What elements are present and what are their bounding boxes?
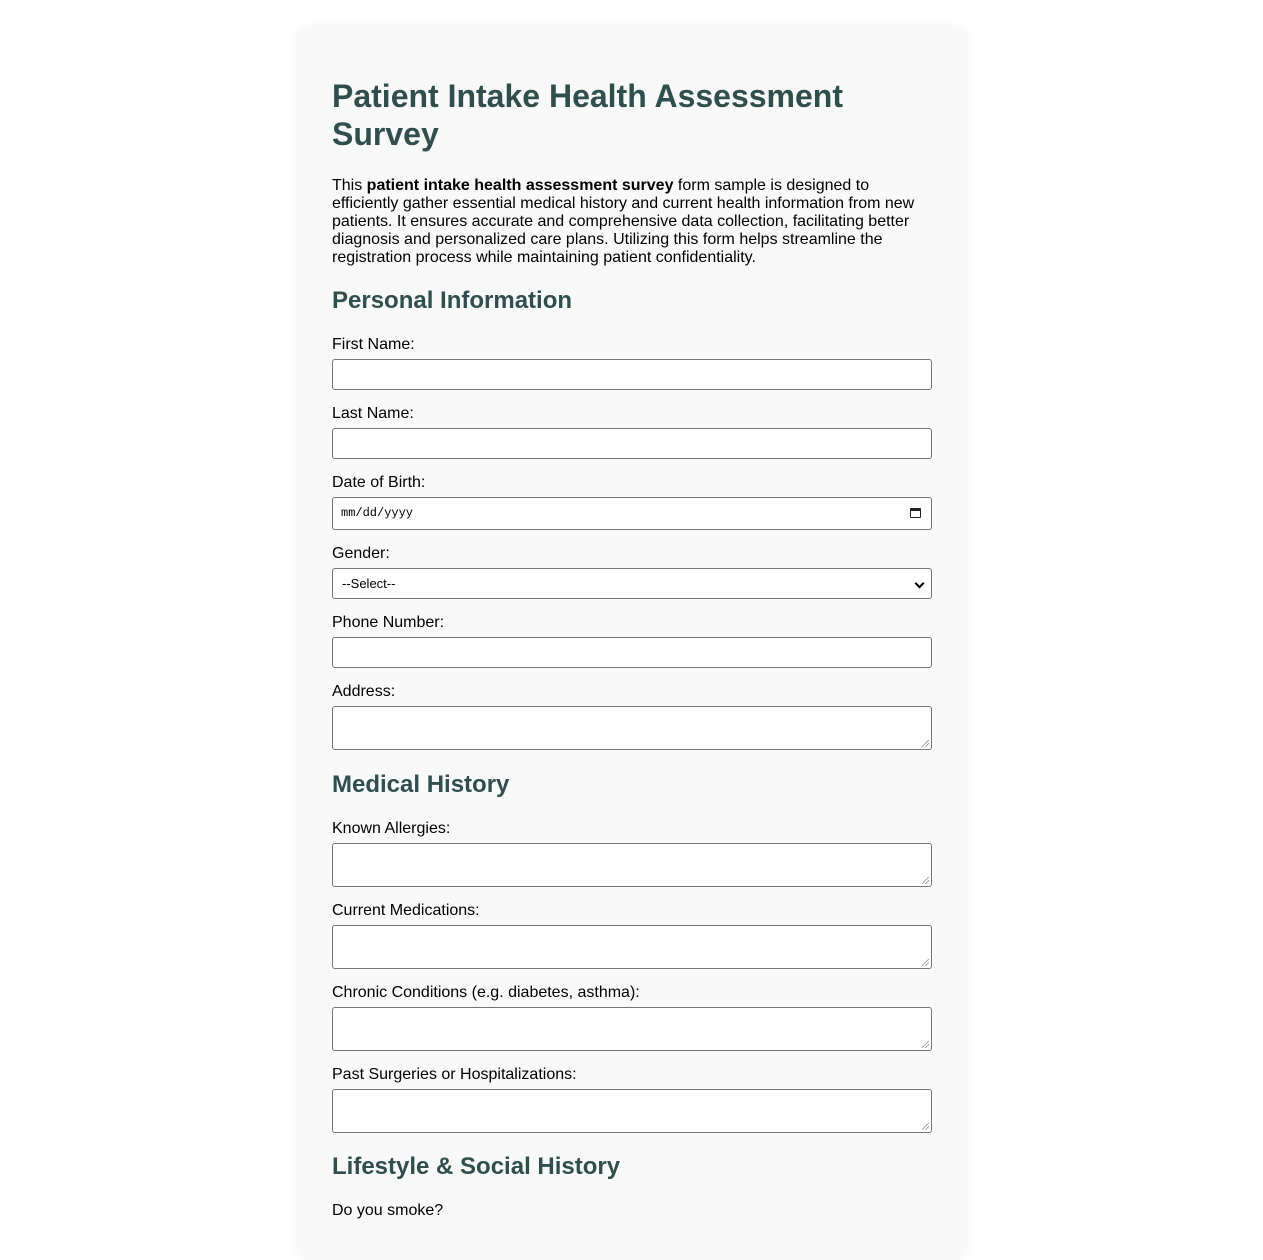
intro-suffix: form sample is designed to efficiently gather essential medical history and current health information from new patients. It ensures accurate and comprehensive data collection, facilitating better diagnosis and personalized care plans. Utilizing this form helps streamline the registration process while maintaining patient confidentiality.	[332, 177, 915, 266]
resize-handle-icon[interactable]	[922, 1123, 929, 1130]
page-title: Patient Intake Health Assessment Survey	[332, 78, 843, 152]
surgeries-label: Past Surgeries or Hospitalizations:	[332, 1066, 577, 1083]
dob-label: Date of Birth:	[332, 474, 426, 491]
resize-handle-icon[interactable]	[922, 959, 929, 966]
first-name-input[interactable]	[332, 359, 932, 390]
allergies-field	[332, 820, 932, 887]
chronic-conditions-textarea[interactable]	[332, 1007, 932, 1051]
calendar-icon[interactable]	[910, 508, 921, 518]
medications-field	[332, 902, 932, 969]
gender-label: Gender:	[332, 545, 390, 562]
last-name-input[interactable]	[332, 428, 932, 459]
gender-select[interactable]	[332, 568, 932, 599]
chevron-down-icon	[915, 579, 925, 589]
smoke-question-label: Do you smoke?	[332, 1202, 444, 1219]
resize-handle-icon[interactable]	[922, 877, 929, 884]
form-container	[298, 27, 966, 1260]
section-title-medical-history: Medical History	[332, 771, 510, 798]
dob-input[interactable]	[332, 497, 932, 530]
surgeries-field	[332, 1066, 932, 1133]
gender-selected-value: --Select--	[342, 576, 396, 591]
medications-textarea[interactable]	[332, 925, 932, 969]
intro-bold: patient intake health assessment survey	[366, 177, 674, 194]
first-name-field	[332, 336, 932, 390]
last-name-label: Last Name:	[332, 405, 414, 422]
address-textarea[interactable]	[332, 706, 932, 750]
phone-input[interactable]	[332, 637, 932, 668]
address-label: Address:	[332, 683, 396, 700]
chronic-conditions-label: Chronic Conditions (e.g. diabetes, asthma):	[332, 984, 640, 1001]
dob-field	[332, 474, 932, 530]
address-field	[332, 683, 932, 750]
allergies-label: Known Allergies:	[332, 820, 451, 837]
chronic-conditions-field	[332, 984, 932, 1051]
resize-handle-icon[interactable]	[922, 1041, 929, 1048]
intro-prefix: This	[332, 177, 367, 194]
dob-placeholder: mm/dd/yyyy	[341, 506, 414, 520]
medications-label: Current Medications:	[332, 902, 480, 919]
phone-field	[332, 614, 932, 668]
resize-handle-icon[interactable]	[922, 740, 929, 747]
intro-paragraph	[332, 177, 932, 267]
phone-label: Phone Number:	[332, 614, 445, 631]
section-title-lifestyle-social-history: Lifestyle & Social History	[332, 1153, 621, 1180]
allergies-textarea[interactable]	[332, 843, 932, 887]
first-name-label: First Name:	[332, 336, 415, 353]
last-name-field	[332, 405, 932, 459]
gender-field	[332, 545, 932, 599]
surgeries-textarea[interactable]	[332, 1089, 932, 1133]
section-title-personal-information: Personal Information	[332, 287, 573, 314]
